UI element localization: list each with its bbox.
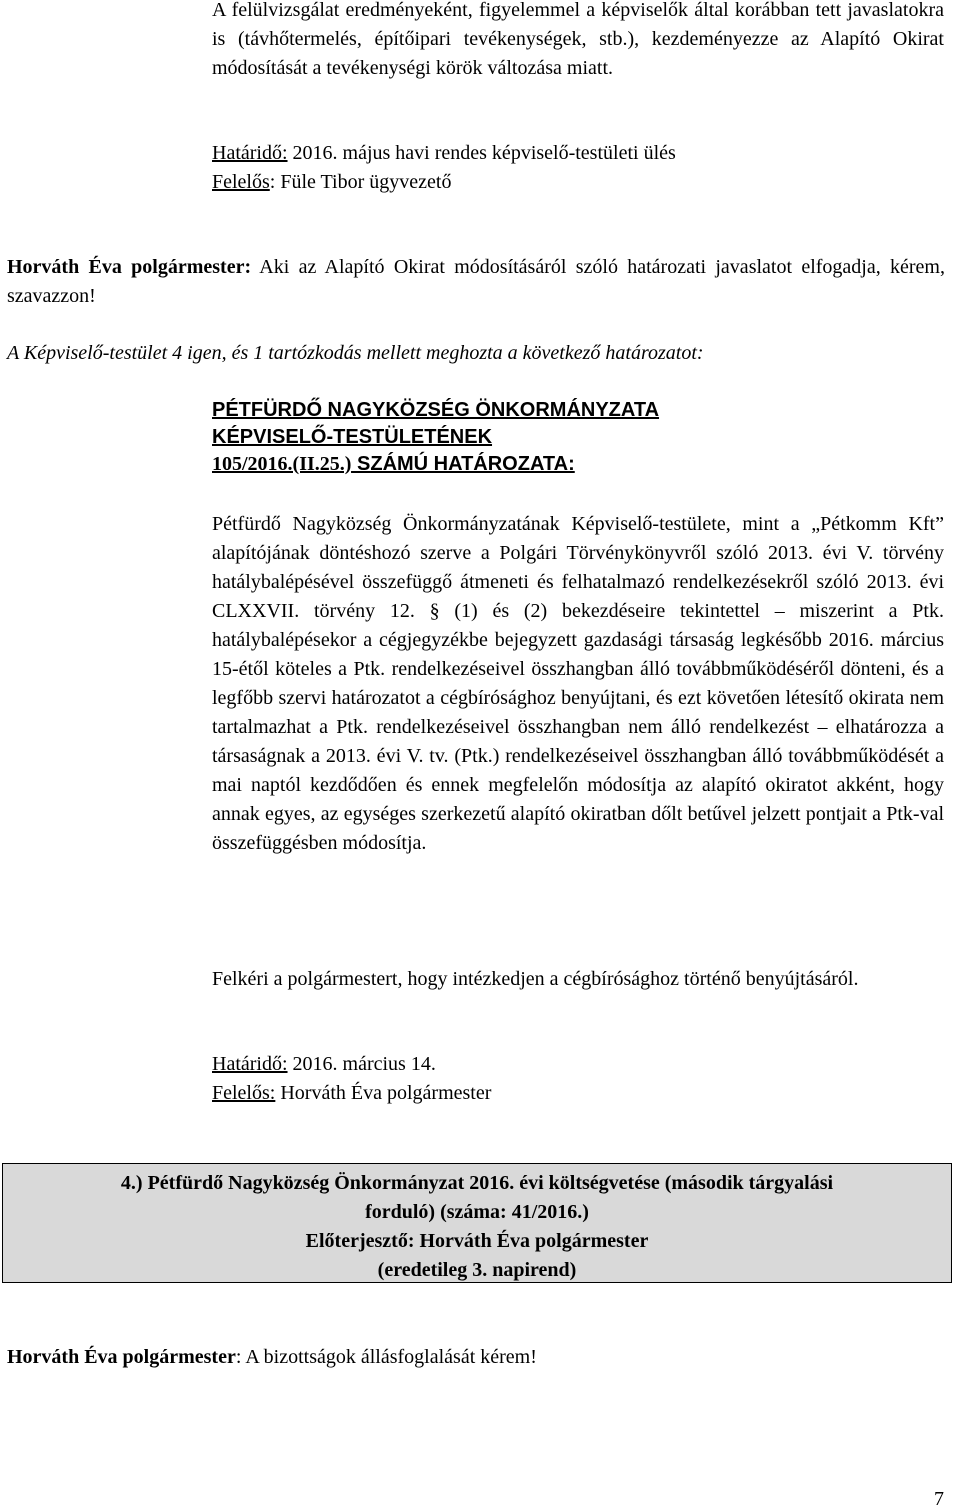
page-number: 7	[934, 1488, 944, 1510]
responsible-label: Felelős	[212, 171, 270, 193]
agenda-item-original-order: (eredetileg 3. napirend)	[377, 1259, 577, 1281]
responsible-label: Felelős:	[212, 1082, 276, 1104]
agenda-item-title: 4.) Pétfürdő Nagyközség Önkormányzat 2016. évi költségvetése (második tárgyalási	[120, 1172, 834, 1194]
responsible-value: : Füle Tibor ügyvezető	[269, 171, 452, 193]
resolution-title-line1: PÉTFÜRDŐ NAGYKÖZSÉG ÖNKORMÁNYZATA	[212, 399, 660, 421]
vote-result: A Képviselő-testület 4 igen, és 1 tartózkodás mellett meghozta a következő határozatot:	[7, 342, 704, 364]
closing-speaker: Horváth Éva polgármester	[7, 1346, 236, 1368]
deadline-value: 2016. május havi rendes képviselő-testületi ülés	[287, 142, 676, 164]
resolution-body-text: Pétfürdő Nagyközség Önkormányzatának Képviselő-testülete, mint a „Pétkomm Kft” alapítójának döntéshozó szerve a Polgári Törvénykönyvről szóló 2013. évi V. törvény hatálybalépésével összefüggő átmeneti és felhatalmazó rendelkezésekről szóló 2013. évi CLXXVII. törvény 12. § (1) és (2) bekezdéseire tekintettel – miszerint a Ptk. hatálybalépésekor a cégjegyzékbe bejegyzett gazdasági társaság legkésőbb 2016. március 15-étől köteles a Ptk. rendelkezéseivel összhangban álló továbbműködéséről dönteni, és a legfőbb szervi határozatot a cégbírósághoz benyújtani, és ezt követően létesítő okirata nem tartalmazhat a Ptk. rendelkezéseivel összhangban nem álló rendelkezést – elhatározza a társaságnak a 2013. évi V. tv. (Ptk.) rendelkezéseivel összhangban álló továbbműködését a mai naptól kezdődően és ennek megfelelőn módosítja az alapító okiratot akként, hogy annak egyes, az egységes szerkezetű alapító okiratban dőlt betűvel jelzett pontjait a Ptk-val összefüggésben módosítja.	[212, 513, 944, 854]
resolution-title	[212, 397, 944, 478]
resolution-number: 105/2016.(II.25.)	[212, 453, 352, 475]
vote-call-speaker: Horváth Éva polgármester:	[7, 256, 252, 278]
intro-deadline	[212, 139, 944, 168]
agenda-item-number: forduló) (száma: 41/2016.)	[365, 1201, 589, 1223]
resolution-title-line3	[212, 451, 944, 478]
resolution-deadline	[212, 1050, 944, 1079]
vote-call-text: Aki az Alapító Okirat módosításáról szóló határozati javaslatot elfogadja, kérem, szavazzon!	[7, 256, 945, 307]
deadline-label: Határidő:	[212, 142, 288, 164]
deadline-label: Határidő:	[212, 1053, 288, 1075]
resolution-body	[212, 510, 944, 858]
intro-paragraph	[212, 0, 944, 83]
agenda-item-presenter: Előterjesztő: Horváth Éva polgármester	[305, 1230, 649, 1252]
resolution-title-line2: KÉPVISELŐ-TESTÜLETÉNEK	[212, 426, 493, 448]
resolution-title-rest: SZÁMÚ HATÁROZATA:	[351, 453, 575, 475]
closing-text: : A bizottságok állásfoglalását kérem!	[235, 1346, 537, 1368]
intro-responsible	[212, 168, 944, 197]
agenda-item-box	[2, 1163, 952, 1283]
closing-statement	[7, 1343, 945, 1372]
resolution-request-text: Felkéri a polgármestert, hogy intézkedjen a cégbírósághoz történő benyújtásáról.	[212, 968, 859, 990]
intro-text: A felülvizsgálat eredményeként, figyelemmel a képviselők által korábban tett javaslatokra is (távhőtermelés, építőipari tevékenységek, stb.), kezdeményezze az Alapító Okirat módosítását a tevékenységi körök változása miatt.	[212, 0, 944, 79]
responsible-value: Horváth Éva polgármester	[275, 1082, 492, 1104]
resolution-request	[212, 965, 944, 994]
vote-call	[7, 253, 945, 311]
deadline-value: 2016. március 14.	[287, 1053, 436, 1075]
resolution-responsible	[212, 1079, 944, 1108]
